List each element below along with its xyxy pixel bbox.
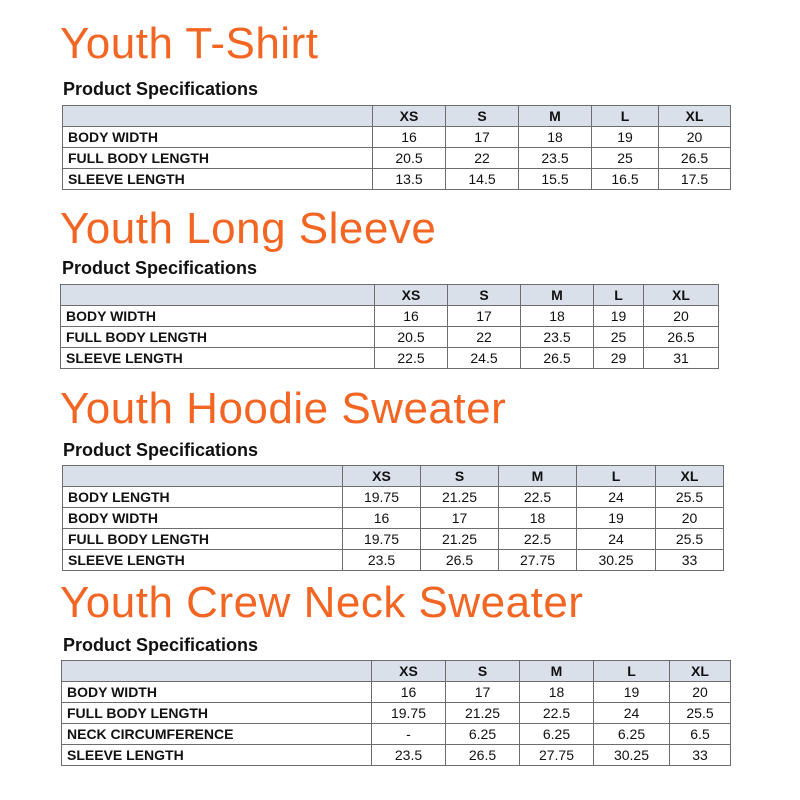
measurement-value: 20 — [644, 306, 719, 327]
table-row — [62, 682, 731, 703]
measurement-label: FULL BODY LENGTH — [63, 529, 343, 550]
table-row — [62, 724, 731, 745]
measurement-value: 20 — [670, 682, 731, 703]
measurement-value: 33 — [656, 550, 724, 571]
measurement-value: 20.5 — [373, 148, 446, 169]
measurement-value: 22.5 — [499, 529, 577, 550]
measurement-value: 23.5 — [519, 148, 592, 169]
measurement-label: BODY WIDTH — [63, 508, 343, 529]
measurement-value: 16 — [343, 508, 421, 529]
measurement-value: 30.25 — [594, 745, 670, 766]
table-row — [61, 327, 719, 348]
size-column-header: XS — [375, 285, 448, 306]
measurement-value: 6.25 — [520, 724, 594, 745]
measurement-value: 13.5 — [373, 169, 446, 190]
measurement-value: 19 — [577, 508, 656, 529]
measurement-value: 18 — [520, 682, 594, 703]
size-column-header: M — [520, 661, 594, 682]
table-header-row — [62, 661, 731, 682]
measurement-value: 19 — [594, 306, 644, 327]
measurement-label: SLEEVE LENGTH — [61, 348, 375, 369]
size-column-header: L — [577, 466, 656, 487]
measurement-value: 18 — [521, 306, 594, 327]
table-row — [62, 745, 731, 766]
size-column-header: XS — [373, 106, 446, 127]
size-column-header: S — [446, 106, 519, 127]
measurement-value: 14.5 — [446, 169, 519, 190]
spec-table — [62, 105, 731, 190]
measurement-value: 24 — [577, 487, 656, 508]
table-header-row — [63, 106, 731, 127]
table-row — [63, 148, 731, 169]
measurement-value: 22.5 — [375, 348, 448, 369]
measurement-value: 24 — [577, 529, 656, 550]
header-corner-cell — [63, 106, 373, 127]
size-column-header: L — [594, 285, 644, 306]
measurement-value: 16 — [373, 127, 446, 148]
header-corner-cell — [62, 661, 372, 682]
measurement-label: SLEEVE LENGTH — [63, 169, 373, 190]
spec-table — [61, 660, 731, 766]
measurement-label: NECK CIRCUMFERENCE — [62, 724, 372, 745]
measurement-value: 19 — [592, 127, 659, 148]
section-title: Youth T-Shirt — [60, 19, 319, 68]
measurement-value: 26.5 — [446, 745, 520, 766]
measurement-value: 24.5 — [448, 348, 521, 369]
table-row — [61, 348, 719, 369]
measurement-value: 16.5 — [592, 169, 659, 190]
measurement-value: 17.5 — [659, 169, 731, 190]
measurement-value: 23.5 — [343, 550, 421, 571]
measurement-value: 20.5 — [375, 327, 448, 348]
measurement-value: 20 — [659, 127, 731, 148]
measurement-label: FULL BODY LENGTH — [63, 148, 373, 169]
header-corner-cell — [63, 466, 343, 487]
measurement-value: 22.5 — [499, 487, 577, 508]
measurement-value: 16 — [372, 682, 446, 703]
measurement-value: 33 — [670, 745, 731, 766]
measurement-value: 16 — [375, 306, 448, 327]
size-column-header: M — [499, 466, 577, 487]
size-column-header: M — [521, 285, 594, 306]
measurement-value: 18 — [499, 508, 577, 529]
table-row — [63, 550, 724, 571]
size-column-header: XL — [659, 106, 731, 127]
measurement-value: 15.5 — [519, 169, 592, 190]
measurement-value: 21.25 — [421, 529, 499, 550]
measurement-value: 17 — [446, 682, 520, 703]
measurement-value: 25 — [592, 148, 659, 169]
measurement-value: 19.75 — [343, 529, 421, 550]
measurement-label: BODY WIDTH — [61, 306, 375, 327]
measurement-value: 18 — [519, 127, 592, 148]
measurement-label: SLEEVE LENGTH — [63, 550, 343, 571]
measurement-value: 26.5 — [521, 348, 594, 369]
size-column-header: XS — [372, 661, 446, 682]
size-column-header: S — [448, 285, 521, 306]
section-title: Youth Hoodie Sweater — [60, 384, 507, 433]
measurement-value: 25 — [594, 327, 644, 348]
table-header-row — [63, 466, 724, 487]
measurement-value: 25.5 — [670, 703, 731, 724]
measurement-value: 27.75 — [499, 550, 577, 571]
size-column-header: XL — [670, 661, 731, 682]
measurement-value: 6.25 — [446, 724, 520, 745]
size-column-header: XL — [644, 285, 719, 306]
measurement-value: 20 — [656, 508, 724, 529]
table-row — [63, 508, 724, 529]
table-row — [61, 306, 719, 327]
measurement-value: 26.5 — [659, 148, 731, 169]
spec-table — [60, 284, 719, 369]
measurement-label: BODY LENGTH — [63, 487, 343, 508]
table-row — [63, 127, 731, 148]
measurement-label: FULL BODY LENGTH — [61, 327, 375, 348]
size-column-header: L — [592, 106, 659, 127]
size-column-header: L — [594, 661, 670, 682]
measurement-label: FULL BODY LENGTH — [62, 703, 372, 724]
measurement-value: 21.25 — [446, 703, 520, 724]
table-row — [62, 703, 731, 724]
measurement-value: 21.25 — [421, 487, 499, 508]
measurement-value: 6.5 — [670, 724, 731, 745]
section-title: Youth Crew Neck Sweater — [60, 578, 584, 627]
measurement-value: - — [372, 724, 446, 745]
measurement-value: 23.5 — [521, 327, 594, 348]
header-corner-cell — [61, 285, 375, 306]
measurement-label: BODY WIDTH — [62, 682, 372, 703]
measurement-value: 17 — [448, 306, 521, 327]
measurement-value: 29 — [594, 348, 644, 369]
table-row — [63, 529, 724, 550]
spec-heading: Product Specifications — [62, 258, 258, 278]
measurement-value: 19 — [594, 682, 670, 703]
measurement-value: 26.5 — [421, 550, 499, 571]
table-row — [63, 169, 731, 190]
spec-heading: Product Specifications — [63, 79, 259, 99]
measurement-value: 19.75 — [343, 487, 421, 508]
measurement-value: 22.5 — [520, 703, 594, 724]
measurement-label: SLEEVE LENGTH — [62, 745, 372, 766]
measurement-value: 24 — [594, 703, 670, 724]
measurement-value: 30.25 — [577, 550, 656, 571]
size-column-header: S — [446, 661, 520, 682]
measurement-value: 22 — [446, 148, 519, 169]
measurement-value: 22 — [448, 327, 521, 348]
measurement-value: 23.5 — [372, 745, 446, 766]
spec-table — [62, 465, 724, 571]
measurement-value: 25.5 — [656, 529, 724, 550]
measurement-value: 25.5 — [656, 487, 724, 508]
measurement-value: 6.25 — [594, 724, 670, 745]
size-column-header: XL — [656, 466, 724, 487]
size-column-header: M — [519, 106, 592, 127]
measurement-value: 17 — [446, 127, 519, 148]
measurement-value: 31 — [644, 348, 719, 369]
size-column-header: S — [421, 466, 499, 487]
measurement-value: 27.75 — [520, 745, 594, 766]
spec-heading: Product Specifications — [63, 635, 259, 655]
measurement-label: BODY WIDTH — [63, 127, 373, 148]
table-row — [63, 487, 724, 508]
size-column-header: XS — [343, 466, 421, 487]
measurement-value: 26.5 — [644, 327, 719, 348]
section-title: Youth Long Sleeve — [60, 204, 437, 253]
measurement-value: 17 — [421, 508, 499, 529]
spec-heading: Product Specifications — [63, 440, 259, 460]
measurement-value: 19.75 — [372, 703, 446, 724]
table-header-row — [61, 285, 719, 306]
